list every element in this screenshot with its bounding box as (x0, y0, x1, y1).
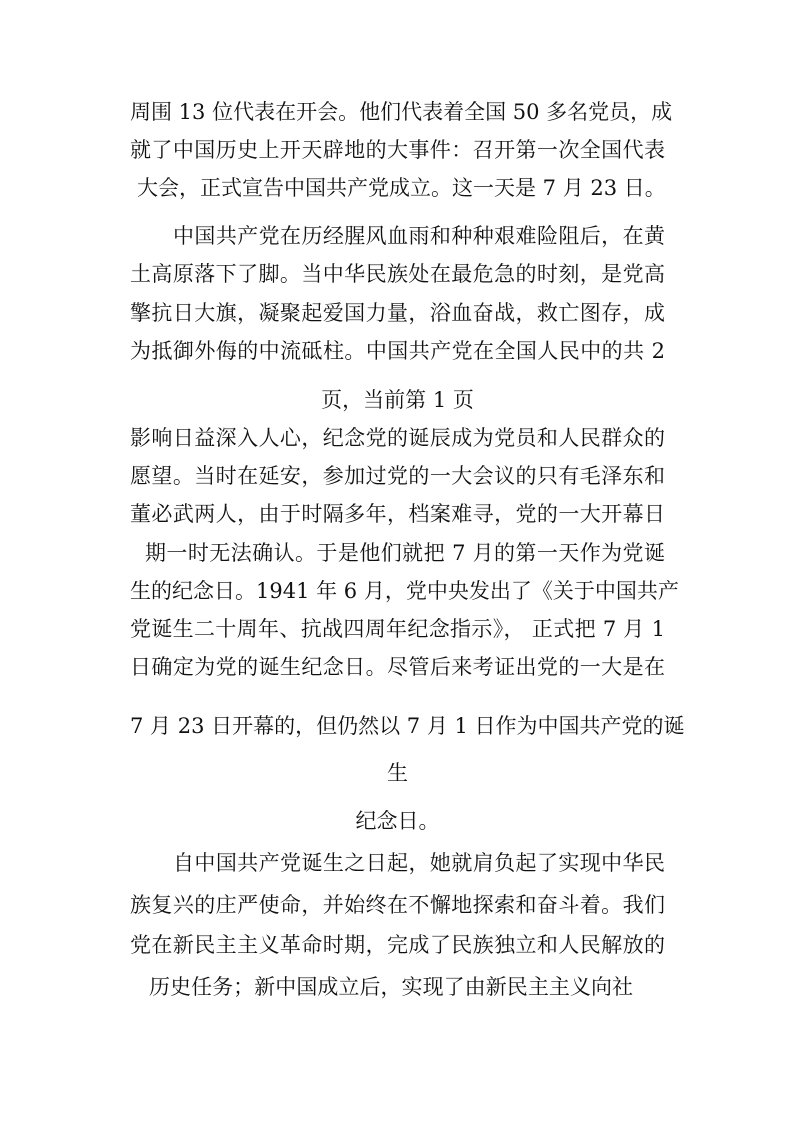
text-line: 期一时无法确认。于是他们就把 7 月的第一天作为党诞 (145, 541, 665, 565)
text-line: 族复兴的庄严使命，并始终在不懈地探索和奋斗着。我们 (130, 893, 665, 917)
text-line: 董必武两人，由于时隔多年，档案难寻，党的一大开幕日 (130, 502, 665, 526)
text-line: 周围 13 位代表在开会。他们代表着全国 50 多名党员，成 (130, 100, 673, 124)
text-line: 自中国共产党诞生之日起，她就肩负起了实现中华民 (173, 851, 665, 875)
text-line: 大会，正式宣告中国共产党成立。这一天是 7 月 23 日。 (137, 176, 666, 200)
text-line: 土高原落下了脚。当中华民族处在最危急的时刻，是党高 (130, 262, 665, 286)
text-line: 历史任务；新中国成立后，实现了由新民主主义向社 (149, 975, 633, 999)
text-line: 为抵御外侮的中流砥柱。中国共产党在全国人民中的共 2 (130, 339, 665, 363)
text-line: 7 月 23 日开幕的，但仍然以 7 月 1 日作为中国共产党的诞 (130, 714, 685, 738)
text-line: 中国共产党在历经腥风血雨和种种艰难险阻后，在黄 (173, 224, 665, 248)
text-line: 党诞生二十周年、抗战四周年纪念指示》， 正式把 7 月 1 (130, 617, 665, 641)
text-line: 影响日益深入人心，纪念党的诞辰成为党员和人民群众的 (130, 426, 665, 450)
text-line: 党在新民主主义革命时期，完成了民族独立和人民解放的 (130, 933, 665, 957)
text-line: 生 (387, 761, 408, 785)
text-line: 生的纪念日。1941 年 6 月，党中央发出了《关于中国共产 (130, 579, 679, 603)
text-line: 就了中国历史上开天辟地的大事件：召开第一次全国代表 (130, 138, 665, 162)
text-line: 擎抗日大旗，凝聚起爱国力量，浴血奋战，救亡图存，成 (130, 301, 665, 325)
page-footer: 页，当前第 1 页 (321, 388, 474, 412)
text-line: 愿望。当时在延安，参加过党的一大会议的只有毛泽东和 (130, 464, 665, 488)
text-line: 纪念日。 (355, 809, 440, 833)
text-line: 日确定为党的诞生纪念日。尽管后来考证出党的一大是在 (130, 655, 665, 679)
